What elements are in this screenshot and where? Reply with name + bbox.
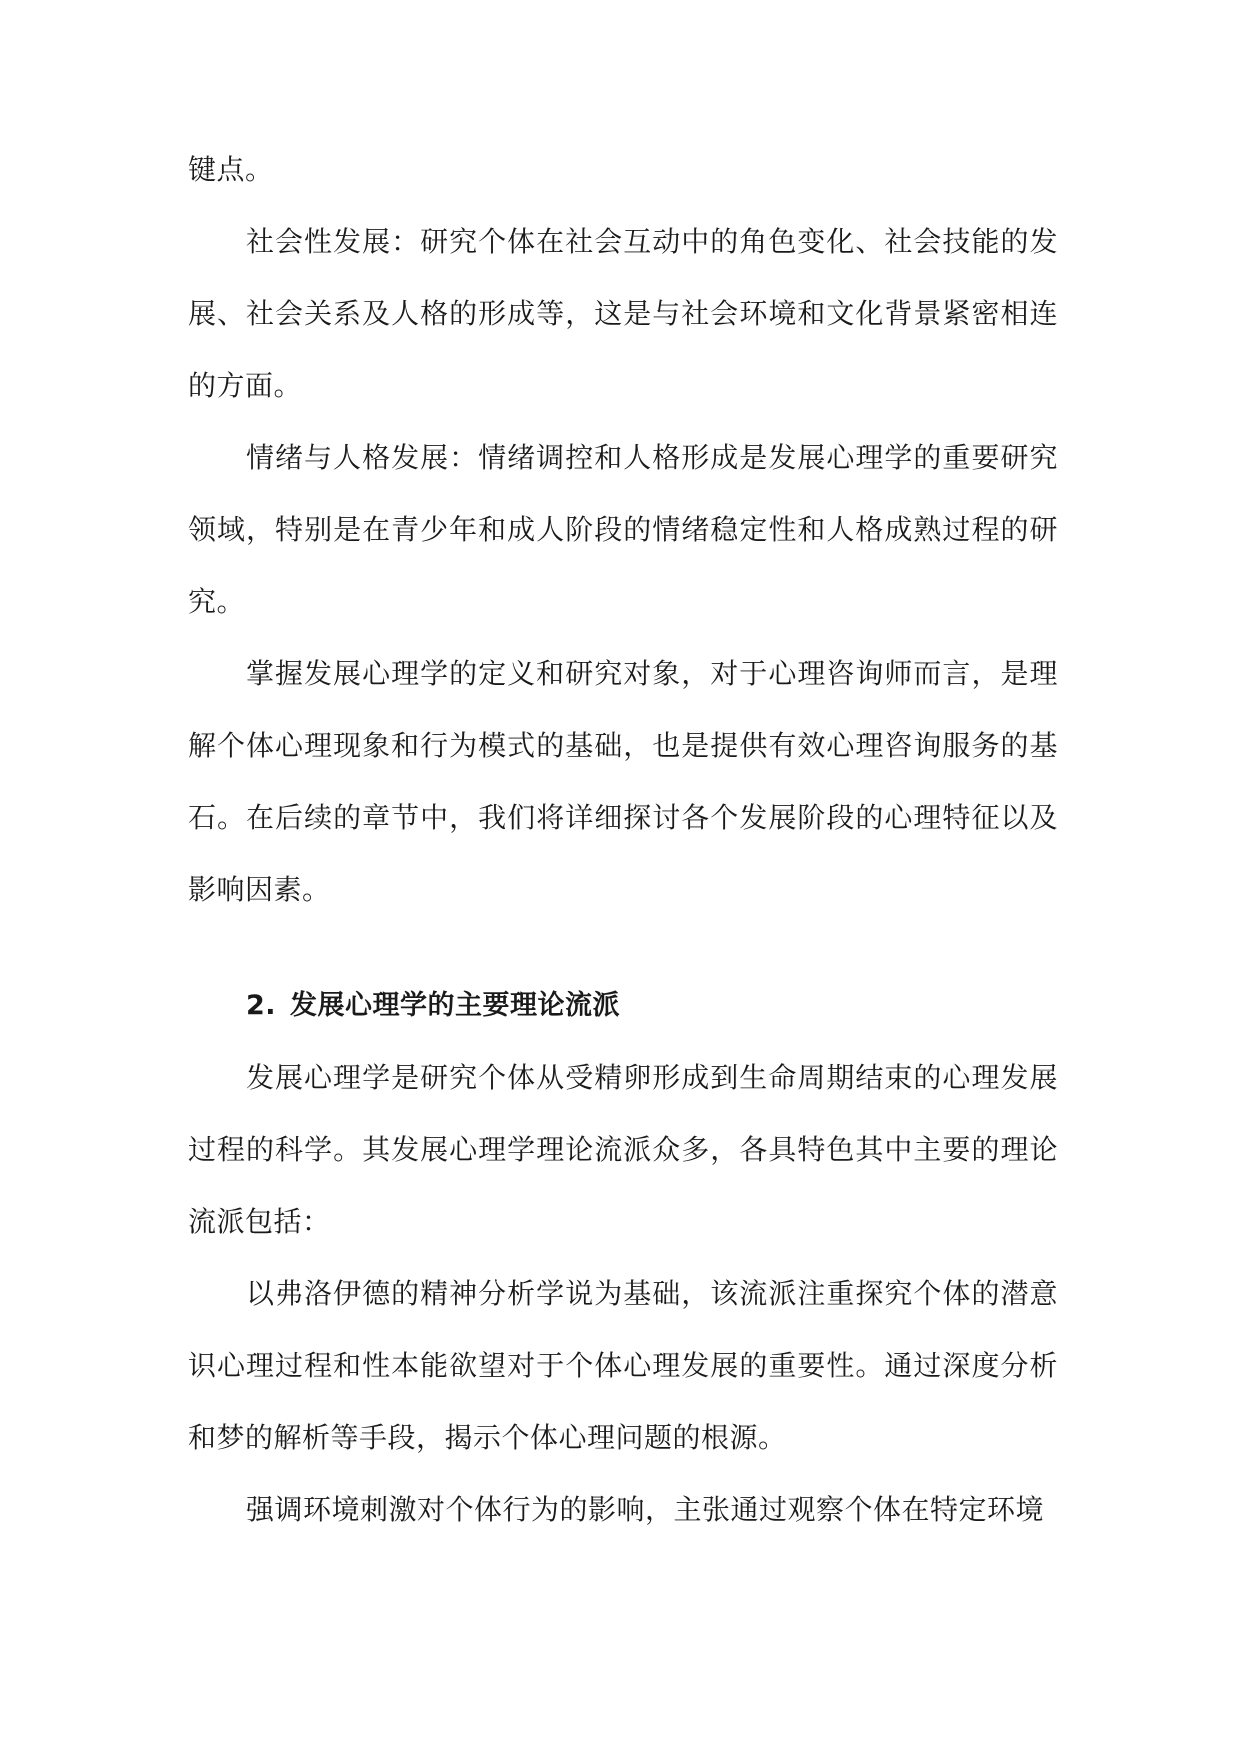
paragraph-behaviorism: 强调环境刺激对个体行为的影响，主张通过观察个体在特定环境 bbox=[246, 1493, 1045, 1526]
paragraph-psychoanalysis: 以弗洛伊德的精神分析学说为基础，该流派注重探究个体的潜意识心理过程和性本能欲望对于个体心理发展的重要性。通过深度分析和梦的解析等手段，揭示个体心理问题的根源。 bbox=[188, 1277, 1058, 1454]
document-body bbox=[188, 134, 1058, 1546]
section-number: 2. bbox=[246, 990, 277, 1021]
paragraph-social-development: 社会性发展：研究个体在社会互动中的角色变化、社会技能的发展、社会关系及人格的形成等，这是与社会环境和文化背景紧密相连的方面。 bbox=[188, 225, 1058, 402]
section-heading bbox=[188, 970, 1058, 1042]
paragraph-emotion-personality: 情绪与人格发展：情绪调控和人格形成是发展心理学的重要研究领域，特别是在青少年和成人阶段的情绪稳定性和人格成熟过程的研究。 bbox=[188, 441, 1058, 618]
section-title: 发展心理学的主要理论流派 bbox=[290, 990, 621, 1021]
paragraph-summary: 掌握发展心理学的定义和研究对象，对于心理咨询师而言，是理解个体心理现象和行为模式的基础，也是提供有效心理咨询服务的基石。在后续的章节中，我们将详细探讨各个发展阶段的心理特征以及影响因素。 bbox=[188, 657, 1058, 906]
paragraph-intro: 发展心理学是研究个体从受精卵形成到生命周期结束的心理发展过程的科学。其发展心理学理论流派众多，各具特色其中主要的理论流派包括： bbox=[188, 1061, 1058, 1238]
paragraph-continuation: 键点。 bbox=[188, 153, 274, 186]
